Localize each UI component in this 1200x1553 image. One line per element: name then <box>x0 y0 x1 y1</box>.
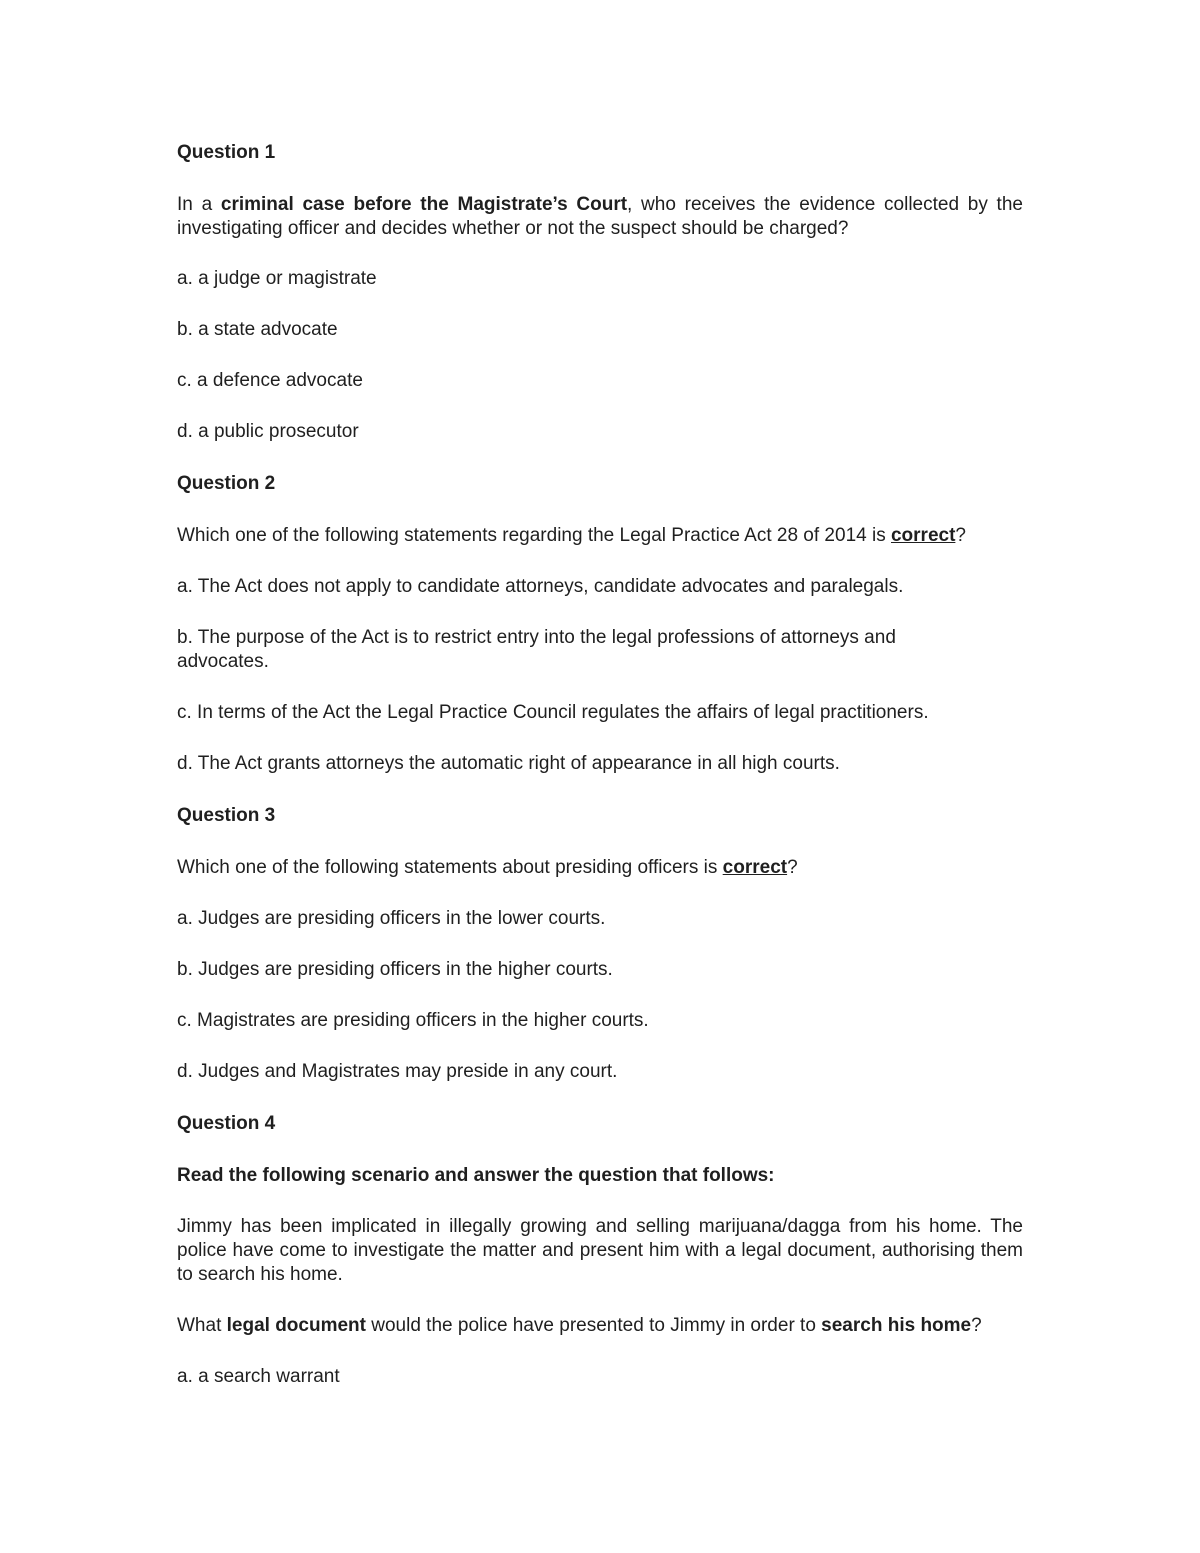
answer-option: d. Judges and Magistrates may preside in any court. <box>177 1061 618 1082</box>
answer-option: c. In terms of the Act the Legal Practice Council regulates the affairs of legal practitioners. <box>177 702 929 723</box>
question-2 <box>177 471 1023 776</box>
answer-option: c. a defence advocate <box>177 370 363 391</box>
answer-option: a. a judge or magistrate <box>177 268 377 289</box>
question-heading: Question 3 <box>177 805 276 826</box>
question-1 <box>177 140 1023 444</box>
scenario-instruction: Read the following scenario and answer the question that follows: <box>177 1165 775 1186</box>
scenario-text: Jimmy has been implicated in illegally growing and selling marijuana/dagga from his home. The police have come to investigate the matter and present him with a legal document, authorising them to search his home. <box>177 1216 1023 1285</box>
bold-phrase: search his home <box>821 1315 972 1336</box>
question-heading: Question 4 <box>177 1113 276 1134</box>
answer-option: b. a state advocate <box>177 319 338 340</box>
question-heading: Question 2 <box>177 473 276 494</box>
underlined-emphasis: correct <box>722 857 788 878</box>
question-stem: In a criminal case before the Magistrate’s Court, who receives the evidence collected by the investigating officer and decides whether or not the suspect should be charged? <box>177 194 1023 239</box>
bold-phrase: criminal case before the Magistrate’s Court <box>220 194 628 215</box>
answer-option: a. The Act does not apply to candidate attorneys, candidate advocates and paralegals. <box>177 576 904 597</box>
answer-option: c. Magistrates are presiding officers in the higher courts. <box>177 1010 649 1031</box>
answer-option: b. Judges are presiding officers in the higher courts. <box>177 959 613 980</box>
answer-option: d. The Act grants attorneys the automatic right of appearance in all high courts. <box>177 753 840 774</box>
question-3 <box>177 803 1023 1084</box>
question-stem: Which one of the following statements about presiding officers is correct? <box>177 857 798 878</box>
answer-option: a. Judges are presiding officers in the lower courts. <box>177 908 606 929</box>
underlined-emphasis: correct <box>890 525 956 546</box>
question-4 <box>177 1111 1023 1389</box>
question-stem: Which one of the following statements regarding the Legal Practice Act 28 of 2014 is correct? <box>177 525 966 546</box>
answer-option: b. The purpose of the Act is to restrict entry into the legal professions of attorneys and advocates. <box>177 627 896 672</box>
question-stem: What legal document would the police have presented to Jimmy in order to search his home? <box>177 1315 982 1336</box>
bold-phrase: legal document <box>226 1315 366 1336</box>
answer-option: a. a search warrant <box>177 1366 340 1387</box>
question-heading: Question 1 <box>177 142 276 163</box>
answer-option: d. a public prosecutor <box>177 421 359 442</box>
document-content <box>177 140 1023 1416</box>
